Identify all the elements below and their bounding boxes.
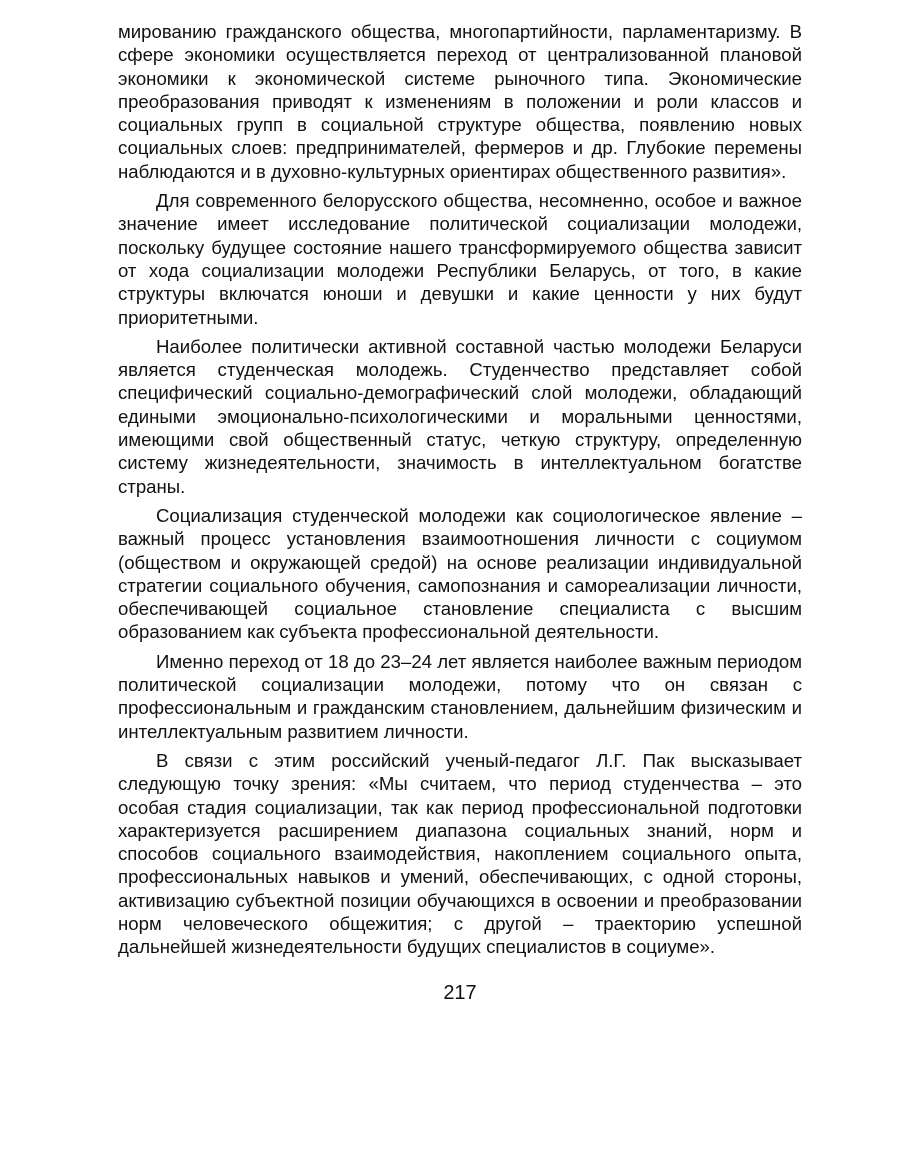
paragraph: Для современного белорусского общества, несомненно, особое и важное значение имеет исследование политической социализации молодежи, поскольку будущее состояние нашего трансформируемого общества зависит от хода социализации молодежи Республики Беларусь, от того, в какие структуры включатся юноши и девушки и какие ценности у них будут приоритетными. [118, 190, 802, 328]
paragraph: В связи с этим российский ученый-педагог Л.Г. Пак высказывает следующую точку зрения: «Мы считаем, что период студенчества – это особая стадия социализации, так как период профессиональной подготовки характеризуется расширением диапазона социальных знаний, норм и способов социального взаимодействия, накоплением социального опыта, профессиональных навыков и умений, обеспечивающих, с одной стороны, активизацию субъектной позиции обучающихся в освоении и преобразовании норм человеческого общежития; с другой – траекторию успешной дальнейшей жизнедеятельности будущих специалистов в социуме». [118, 749, 802, 958]
paragraph: Наиболее политически активной составной частью молодежи Беларуси является студенческая молодежь. Студенчество представляет собой специфический социально-демографический слой молодежи, обладающий едиными эмоционально-психологическими и моральными ценностями, имеющими свой общественный статус, четкую структуру, определенную систему жизнедеятельности, значимость в интеллектуальном богатстве страны. [118, 335, 802, 497]
paragraph: Социализация студенческой молодежи как социологическое явление – важный процесс установления взаимоотношения личности с социумом (обществом и окружающей средой) на основе реализации индивидуальной стратегии социального обучения, самопознания и самореализации личности, обеспечивающей социальное становление специалиста с высшим образованием как субъекта профессиональной деятельности. [118, 504, 802, 643]
paragraph: Именно переход от 18 до 23–24 лет является наиболее важным периодом политической социализации молодежи, потому что он связан с профессиональным и гражданским становлением, дальнейшим физическим и интеллектуальным развитием личности. [118, 650, 802, 742]
page-body [118, 20, 802, 965]
page-number: 217 [443, 982, 477, 1004]
paragraph-continuation: мированию гражданского общества, многопартийности, парламентаризму. В сфере экономики осуществляется переход от централизованной плановой экономики к экономической системе рыночного типа. Экономические преобразования приводят к изменениям в положении и роли классов и социальных групп в социальной структуре общества, появлению новых социальных слоев: предпринимателей, фермеров и др. Глубокие перемены наблюдаются и в духовно-культурных ориентирах общественного развития». [118, 21, 802, 182]
